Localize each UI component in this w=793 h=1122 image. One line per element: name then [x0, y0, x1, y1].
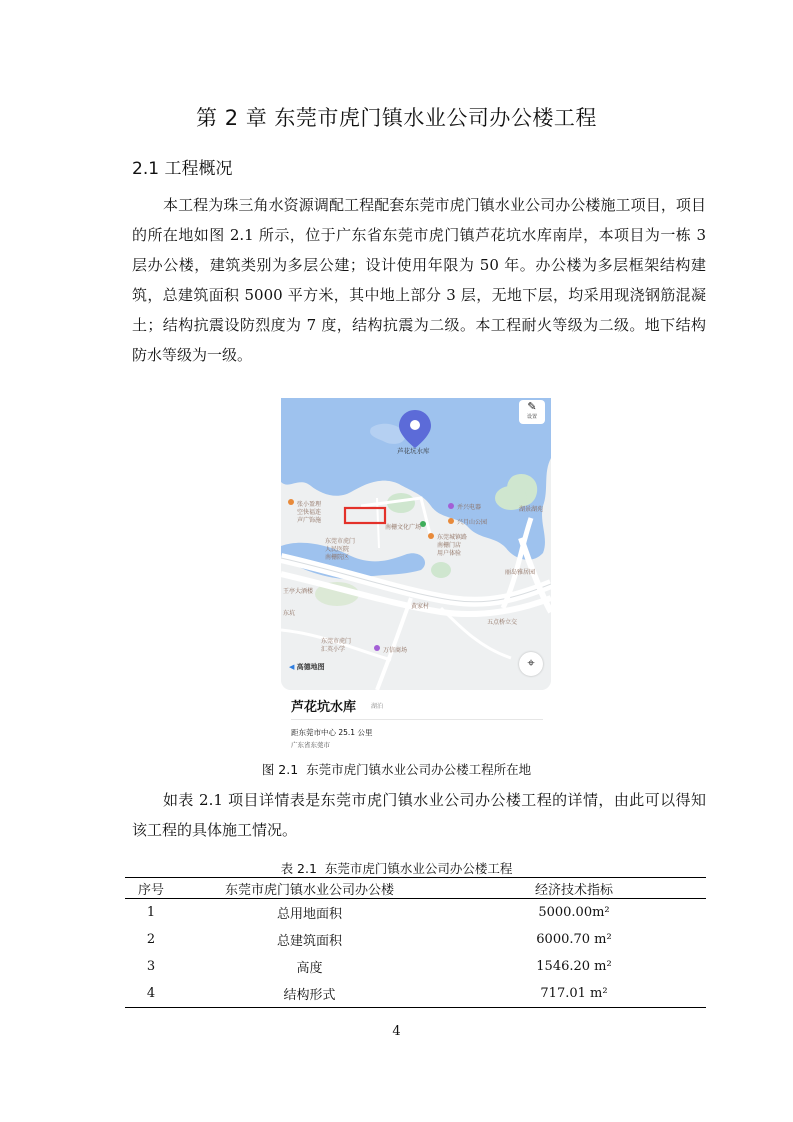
poi-label: 东坑 [283, 610, 296, 617]
row-value: 717.01 m² [540, 986, 608, 1001]
row-value: 1546.20 m² [536, 959, 612, 974]
header-no: 序号 [137, 882, 164, 898]
logo-icon: ◀ [289, 663, 295, 671]
figure-caption-text: 东莞市虎门镇水业公司办公楼工程所在地 [306, 762, 532, 777]
place-card-address: 广东省东莞市 [291, 741, 330, 749]
section-title: 2.1 工程概况 [132, 159, 233, 179]
header-value: 经济技术指标 [534, 882, 613, 898]
place-card-divider [291, 719, 543, 720]
poi-label: 南栅院区 [325, 554, 350, 561]
table-row [125, 980, 706, 1008]
poi-label: 空快福连 [297, 509, 322, 516]
poi-label: 声广饰施 [297, 517, 322, 524]
poi-label: 东莞城镇路 [437, 534, 468, 541]
poi-label: 南栅文化广场 [385, 524, 422, 531]
place-card[interactable] [281, 690, 551, 752]
locate-button[interactable] [519, 652, 543, 676]
poi-label: 用户体验 [437, 550, 462, 557]
place-card-tag: 湖泊 [371, 703, 384, 710]
poi-label: 五点桥立交 [487, 619, 518, 626]
place-card-title: 芦花坑水库 [291, 700, 357, 715]
poi-label: 人民医院 [325, 546, 350, 553]
row-no: 4 [146, 986, 156, 1001]
table-ref-paragraph: 如表 2.1 项目详情表是东莞市虎门镇水业公司办公楼工程的详情，由此可以得知该工程的具体施工情况。 [132, 791, 706, 839]
pencil-icon: ✎ [527, 400, 537, 413]
detail-table [125, 877, 706, 1008]
figure-caption [0, 760, 793, 778]
row-name: 高度 [296, 961, 323, 976]
poi-label: 湖景湖苑 [519, 506, 544, 513]
header-name: 东莞市虎门镇水业公司办公楼 [224, 882, 394, 898]
poi-label: 丽岛雅居园 [505, 569, 536, 576]
table-caption [0, 859, 793, 877]
table-header-row [125, 878, 706, 899]
poi-label: 万信商场 [383, 647, 408, 654]
row-value: 5000.00m² [538, 905, 610, 920]
place-card-distance: 距东莞市中心 25.1 公里 [291, 728, 373, 737]
table-row [125, 899, 706, 927]
poi-label: 汇英小学 [321, 646, 346, 653]
intro-paragraph: 本工程为珠三角水资源调配工程配套东莞市虎门镇水业公司办公楼施工项目，项目的所在地如图 2.1 所示，位于广东省东莞市虎门镇芦花坑水库南岸，本项目为一栋 3 层办公楼，建筑类别为多层公建；设计使用年限为 50 年。办公楼为多层框架结构建筑，总建筑面积 5000 平方米，其中地上部分 3 层，无地下层，均采用现浇钢筋混凝土；结构抗震设防烈度为 7 度，结构抗震为二级。本工程耐火等级为二级。地下结构防水等级为一级。 [132, 196, 706, 364]
poi-label: 王亭大酒楼 [283, 588, 314, 595]
map-logo [289, 662, 325, 672]
map-edit-button[interactable] [519, 400, 545, 424]
chapter-title: 第 2 章 东莞市虎门镇水业公司办公楼工程 [196, 106, 597, 130]
crosshair-icon: ⌖ [527, 656, 535, 671]
table-caption-text: 东莞市虎门镇水业公司办公楼工程 [324, 861, 513, 876]
row-name: 结构形式 [283, 988, 336, 1003]
poi-label: 东莞市虎门 [321, 638, 352, 645]
page-number: 4 [392, 1024, 401, 1039]
poi-label: 张小盈理 [297, 501, 322, 508]
poi-label: 南栅门店 [437, 542, 462, 549]
table-number: 表 2.1 [280, 861, 317, 876]
row-value: 6000.70 m² [536, 932, 612, 947]
table-row [125, 926, 706, 953]
row-no: 3 [146, 959, 156, 974]
location-map[interactable] [281, 398, 551, 690]
logo-text: 高德地图 [296, 663, 325, 671]
table-row [125, 953, 706, 980]
row-no: 2 [146, 932, 156, 947]
row-name: 总建筑面积 [276, 934, 342, 949]
figure-number: 图 2.1 [261, 762, 299, 777]
poi-label: 东莞市虎门 [325, 538, 356, 545]
poi-label: 黄家村 [411, 603, 430, 610]
map-edit-label: 设置 [526, 414, 537, 420]
pin-label: 芦花坑水库 [397, 447, 430, 455]
poi-label: 兴月山公园 [457, 519, 488, 526]
row-name: 总用地面积 [276, 907, 342, 922]
poi-label: 并兴电器 [457, 504, 482, 511]
row-no: 1 [146, 905, 156, 920]
